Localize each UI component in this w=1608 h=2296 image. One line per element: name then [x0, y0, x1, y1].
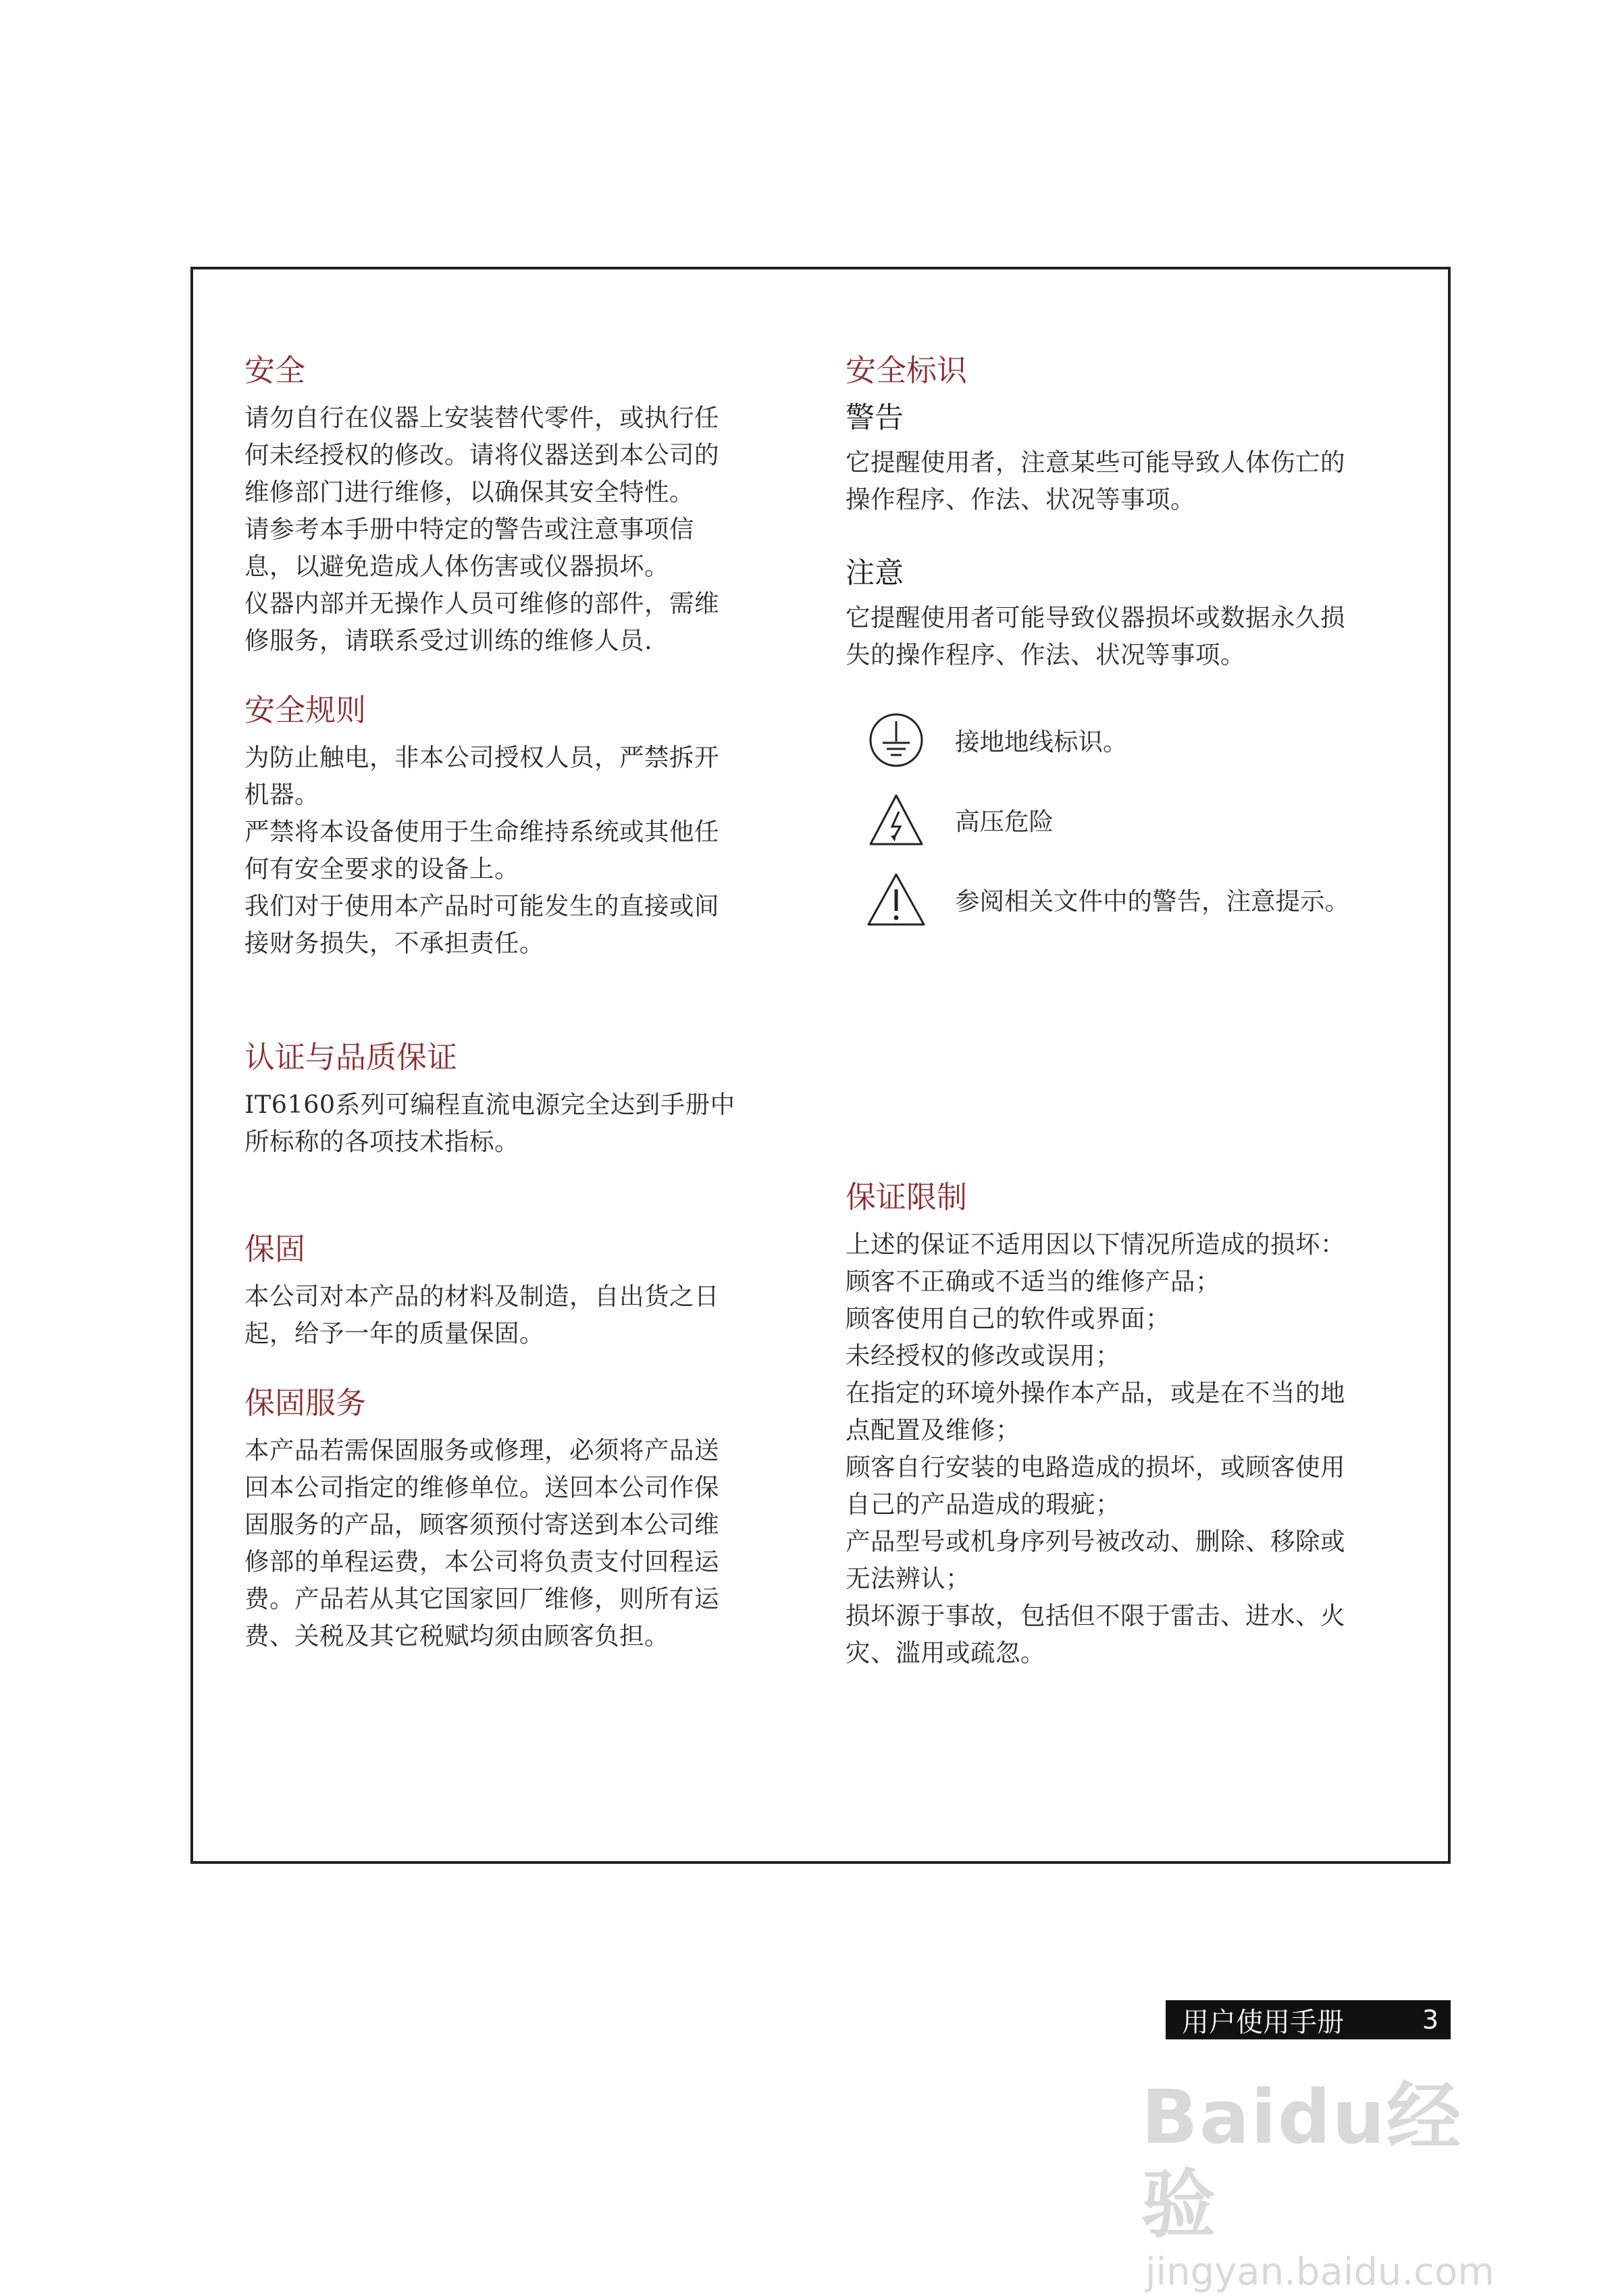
watermark-url: jingyan.baidu.com [1145, 2250, 1495, 2294]
certification-heading: 认证与品质保证 [244, 1039, 458, 1075]
safety-rules-section [244, 690, 785, 962]
warranty-text: 本公司对本产品的材料及制造，自出货之日 起，给予一年的质量保固。 [244, 1282, 719, 1348]
caution-icon [866, 869, 927, 930]
safety-text: 请勿自行在仪器上安装替代零件，或执行任 何未经授权的修改。请将仪器送到本公司的 维修部门进行维修，以确保其安全特性。 请参考本手册中特定的警告或注意事项信 息，以避免造成人体伤害或仪器损坏。 仪器内部并无操作人员可维修的部件，需维 修服务，请联系受过训练的维修人员. [244, 403, 719, 655]
manual-label: 用户使用手册 [1182, 2006, 1344, 2038]
safety-marks-section [846, 350, 1386, 673]
ground-icon [866, 710, 927, 771]
high-voltage-label: 高压危险 [955, 807, 1054, 836]
warning-text: 它提醒使用者，注意某些可能导致人体伤亡的 操作程序、作法、状况等事项。 [846, 448, 1345, 514]
footer-manual-tag [1166, 2000, 1451, 2039]
page-number: 3 [1422, 2005, 1438, 2035]
symbol-list [846, 700, 1386, 939]
right-column [846, 350, 1386, 1671]
warranty-limits-section [846, 1177, 1386, 1671]
safety-rules-heading: 安全规则 [244, 692, 367, 728]
caution-label: 参阅相关文件中的警告，注意提示。 [955, 887, 1349, 916]
safety-section [244, 350, 785, 659]
warranty-service-section [244, 1383, 785, 1654]
symbol-row-caution [846, 860, 1386, 939]
safety-rules-text: 为防止触电，非本公司授权人员，严禁拆开 机器。 严禁将本设备使用于生命维持系统或其他任 何有安全要求的设备上。 我们对于使用本产品时可能发生的直接或间 接财务损失，不承担责任。 [244, 743, 719, 958]
certification-section [244, 1037, 785, 1160]
high-voltage-icon [866, 789, 927, 850]
certification-text: IT6160系列可编程直流电源完全达到手册中 所标称的各项技术指标。 [244, 1090, 735, 1156]
safety-heading: 安全 [244, 353, 306, 388]
baidu-watermark [1141, 2073, 1520, 2294]
symbol-row-ground [846, 700, 1386, 780]
caution-title: 注意 [846, 556, 904, 590]
symbol-row-high-voltage [846, 780, 1386, 860]
ground-label: 接地地线标识。 [955, 727, 1128, 756]
safety-marks-heading: 安全标识 [846, 353, 968, 388]
caution-text: 它提醒使用者可能导致仪器损坏或数据永久损 失的操作程序、作法、状况等事项。 [846, 603, 1345, 669]
warning-title: 警告 [846, 401, 904, 435]
warranty-section [244, 1229, 785, 1352]
watermark-logo: Baidu经验 [1141, 2074, 1462, 2248]
warranty-heading: 保固 [244, 1231, 306, 1267]
content-frame [190, 267, 1451, 1864]
warranty-service-text: 本产品若需保固服务或修理，必须将产品送 回本公司指定的维修单位。送回本公司作保 固服务的产品，顾客须预付寄送到本公司维 修部的单程运费，本公司将负责支付回程运 费。产品若从其它国家回厂维修，则所有运 费、关税及其它税赋均须由顾客负担。 [244, 1436, 719, 1650]
warranty-service-heading: 保固服务 [244, 1385, 367, 1421]
warranty-limits-text: 上述的保证不适用因以下情况所造成的损坏： 顾客不正确或不适当的维修产品； 顾客使用自己的软件或界面； 未经授权的修改或误用； 在指定的环境外操作本产品，或是在不当的地 点配置及维修； 顾客自行安装的电路造成的损坏，或顾客使用 自己的产品造成的瑕疵； 产品型号或机身序列号被改动、删除、移除或 无法辨认； 损坏源于事故，包括但不限于雷击、进水、火 灾、滥用或疏忽。 [846, 1230, 1345, 1667]
warranty-limits-heading: 保证限制 [846, 1179, 968, 1215]
left-column [244, 350, 785, 1654]
